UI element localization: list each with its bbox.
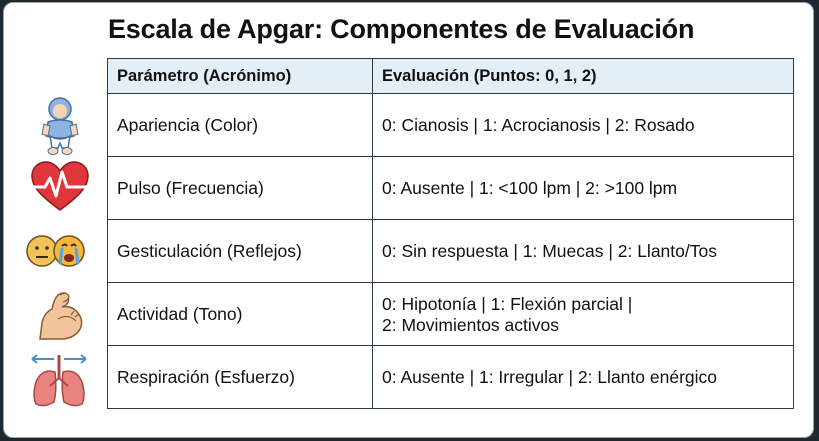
parameter-cell: Gesticulación (Reflejos) <box>108 220 373 283</box>
header-parameter: Parámetro (Acrónimo) <box>108 59 373 94</box>
lungs-icon <box>28 352 90 410</box>
table-row <box>108 157 794 220</box>
heartbeat-icon <box>29 160 91 214</box>
evaluation-line: 0: Hipotonía | 1: Flexión parcial | <box>382 293 633 314</box>
evaluation-cell: 0: Cianosis | 1: Acrocianosis | 2: Rosado <box>373 94 794 157</box>
header-evaluation: Evaluación (Puntos: 0, 1, 2) <box>373 59 794 94</box>
table-row <box>108 346 794 409</box>
evaluation-cell: 0: Ausente | 1: Irregular | 2: Llanto enérgico <box>373 346 794 409</box>
faces-icon <box>25 231 87 271</box>
table-row <box>108 283 794 346</box>
table-row <box>108 220 794 283</box>
parameter-cell: Actividad (Tono) <box>108 283 373 346</box>
parameter-cell: Apariencia (Color) <box>108 94 373 157</box>
evaluation-cell: 0: Sin respuesta | 1: Muecas | 2: Llanto/Tos <box>373 220 794 283</box>
baby-icon <box>38 96 82 156</box>
page-title: Escala de Apgar: Componentes de Evaluación <box>108 14 695 44</box>
flexed-arm-icon <box>34 289 88 343</box>
evaluation-cell <box>373 283 794 346</box>
apgar-table <box>107 58 794 409</box>
parameter-cell: Pulso (Frecuencia) <box>108 157 373 220</box>
parameter-cell: Respiración (Esfuerzo) <box>108 346 373 409</box>
table-row <box>108 94 794 157</box>
evaluation-line: 2: Movimientos activos <box>382 314 560 335</box>
table-header-row <box>108 59 794 94</box>
evaluation-cell: 0: Ausente | 1: <100 lpm | 2: >100 lpm <box>373 157 794 220</box>
